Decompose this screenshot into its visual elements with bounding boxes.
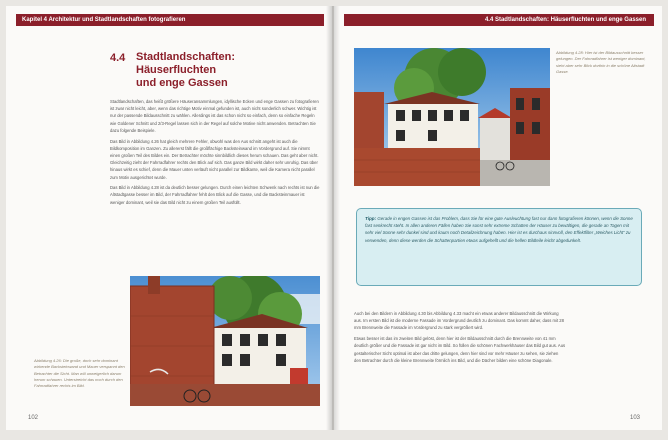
tip-label: Tipp: — [365, 216, 377, 221]
tip-content — [365, 215, 633, 244]
paragraph: Stadtlandschaften, das heißt größere Häuseransammlungen, idyllische Ecken und enge Gassen zu fotografieren ist zwar nicht leicht, aber, wenn das richtige Motiv einmal gefunden ist, auch nicht sonderlich schwer. Wichtig ist nur der passende Bildausschnitt zu wählen. Allerdings ist das schon nicht so einfach, denn so einfache Regeln wie Goldener Schnitt und 2/3-Regel lassen sich in der Regel auf solche Motive nicht anwenden. Betrachten Sie dazu folgende Beispiele. — [110, 99, 319, 133]
figure-caption: Abbildung 4.26: Die große, doch sehr dominant wirkende Backsteinwand und Mauer verspannt den Betrachter die Sicht. Man will unweigerlich darum herum schauen. Unterstreicht das noch durch den Fahrradfahrer rechts im Bild. — [34, 358, 125, 389]
figure-caption: Abbildung 4.28: Hier ist der Bildausschnitt besser gelungen. Der Fahrradfahrer ist weniger dominant, sieht aber sehr Blick dorthin in die schöne Altstadt Gasse. — [556, 50, 646, 74]
chapter-header: Kapitel 4 Architektur und Stadtlandschaften fotografieren — [16, 14, 324, 26]
figure-alley-photo — [354, 48, 550, 186]
page-number: 103 — [630, 415, 641, 421]
section-title: Stadtlandschaften: Häuserfluchten und enge Gassen — [136, 51, 236, 89]
tip-text: Gerade in engen Gassen ist das Problem, dass Sie für eine gute Ausleuchtung fast nur dann fotografieren können, wenn die Sonne fast senkrecht steht. In allen anderen Fällen haben Sie sonst sehr extreme Schatten der Häuser zu bewältigen, die gerade an Tagen mit sehr viel Sonne sehr dunkel sind und kaum noch Detailzeichnung haben. Hier ist es durchaus sinnvoll, den Effektfilter „Weiches Licht“ zu verwenden, denn diese werden die Schattenpartien etwas aufgehellt und die hellen Bildteile leicht abgedunkelt. — [365, 216, 633, 243]
paragraph: Das Bild in Abbildung 4.28 ist da deutlich besser gelungen. Durch einen leichten Schwenk nach rechts ist nun die Altstadtgasse besser im Bild, der Fahrradfahrer fehlt den Blick auf die Gasse, und die Backsteinmauer ist weniger dominant, weil sie das Bild nicht zu einem großen Teil ausfüllt. — [110, 185, 320, 205]
paragraph: Das Bild in Abbildung 4.26 hat gleich mehrere Fehler, obwohl was den Aus schnitt angeht ist auch die Bildkomposition im Ganzen. Zu allererst fällt die großflächige Backsteinwand im Vordergrund auf. Sie nimmt einen großen Teil des Bildes ein. Der Betrachter möchte sinnbildlich dieses herum schauen. Das geht aber nicht. Gleichzeitig zieht der Fahrradfahrer rechts den Blick auf sich. Das ganze Bild wirkt daher sehr unruhig. Das über hinaus wirkt es schief, denn die Mauer unten verläuft nicht parallel zur Bildkante, weil die Kamera nicht parallel zum Motiv ausgerichtet wurde. — [110, 138, 319, 180]
paragraph: Auch bei den Bildern in Abbildung 4.30 bis Abbildung 4.33 macht ein etwas anderer Bildausschnitt die Wirkung aus. Im ersten Bild ist die moderne Fassade im Vordergrund deutlich zu dominant. Das kommt daher, dass mit 28 mm Brennweite die Fassade im Vordergrund zu stark vergrößert wird. — [354, 311, 564, 331]
tip-box — [356, 208, 642, 286]
right-page — [334, 6, 662, 430]
right-body-text — [354, 310, 566, 367]
section-number: 4.4 — [110, 52, 126, 64]
figure-brick-wall-photo — [130, 276, 320, 406]
section-header: 4.4 Stadtlandschaften: Häuserfluchten und enge Gassen — [344, 14, 654, 26]
paragraph: Etwas besser ist das im zweiten Bild gelöst, denn hier ist der Bildausschnitt durch die Brennweite von 41 mm deutlich größer und die Fassade ist gar nicht im Bild. So füllen die schönen Fachwerkhäuser das Bild gut aus. Aus gestalterischer Sicht optimal ist aber das dritte gelungen, denn hier sind vor mehr Häuser zu sehen, sie ziehen den Betrachter durch die kleine Brennweite förmlich ins Bild, und die Dächer bilden eine schöne Diagonale. — [354, 336, 566, 363]
left-body-text — [110, 98, 320, 209]
book-gutter-shadow — [326, 6, 340, 430]
left-page — [6, 6, 332, 430]
page-number: 102 — [28, 415, 39, 421]
